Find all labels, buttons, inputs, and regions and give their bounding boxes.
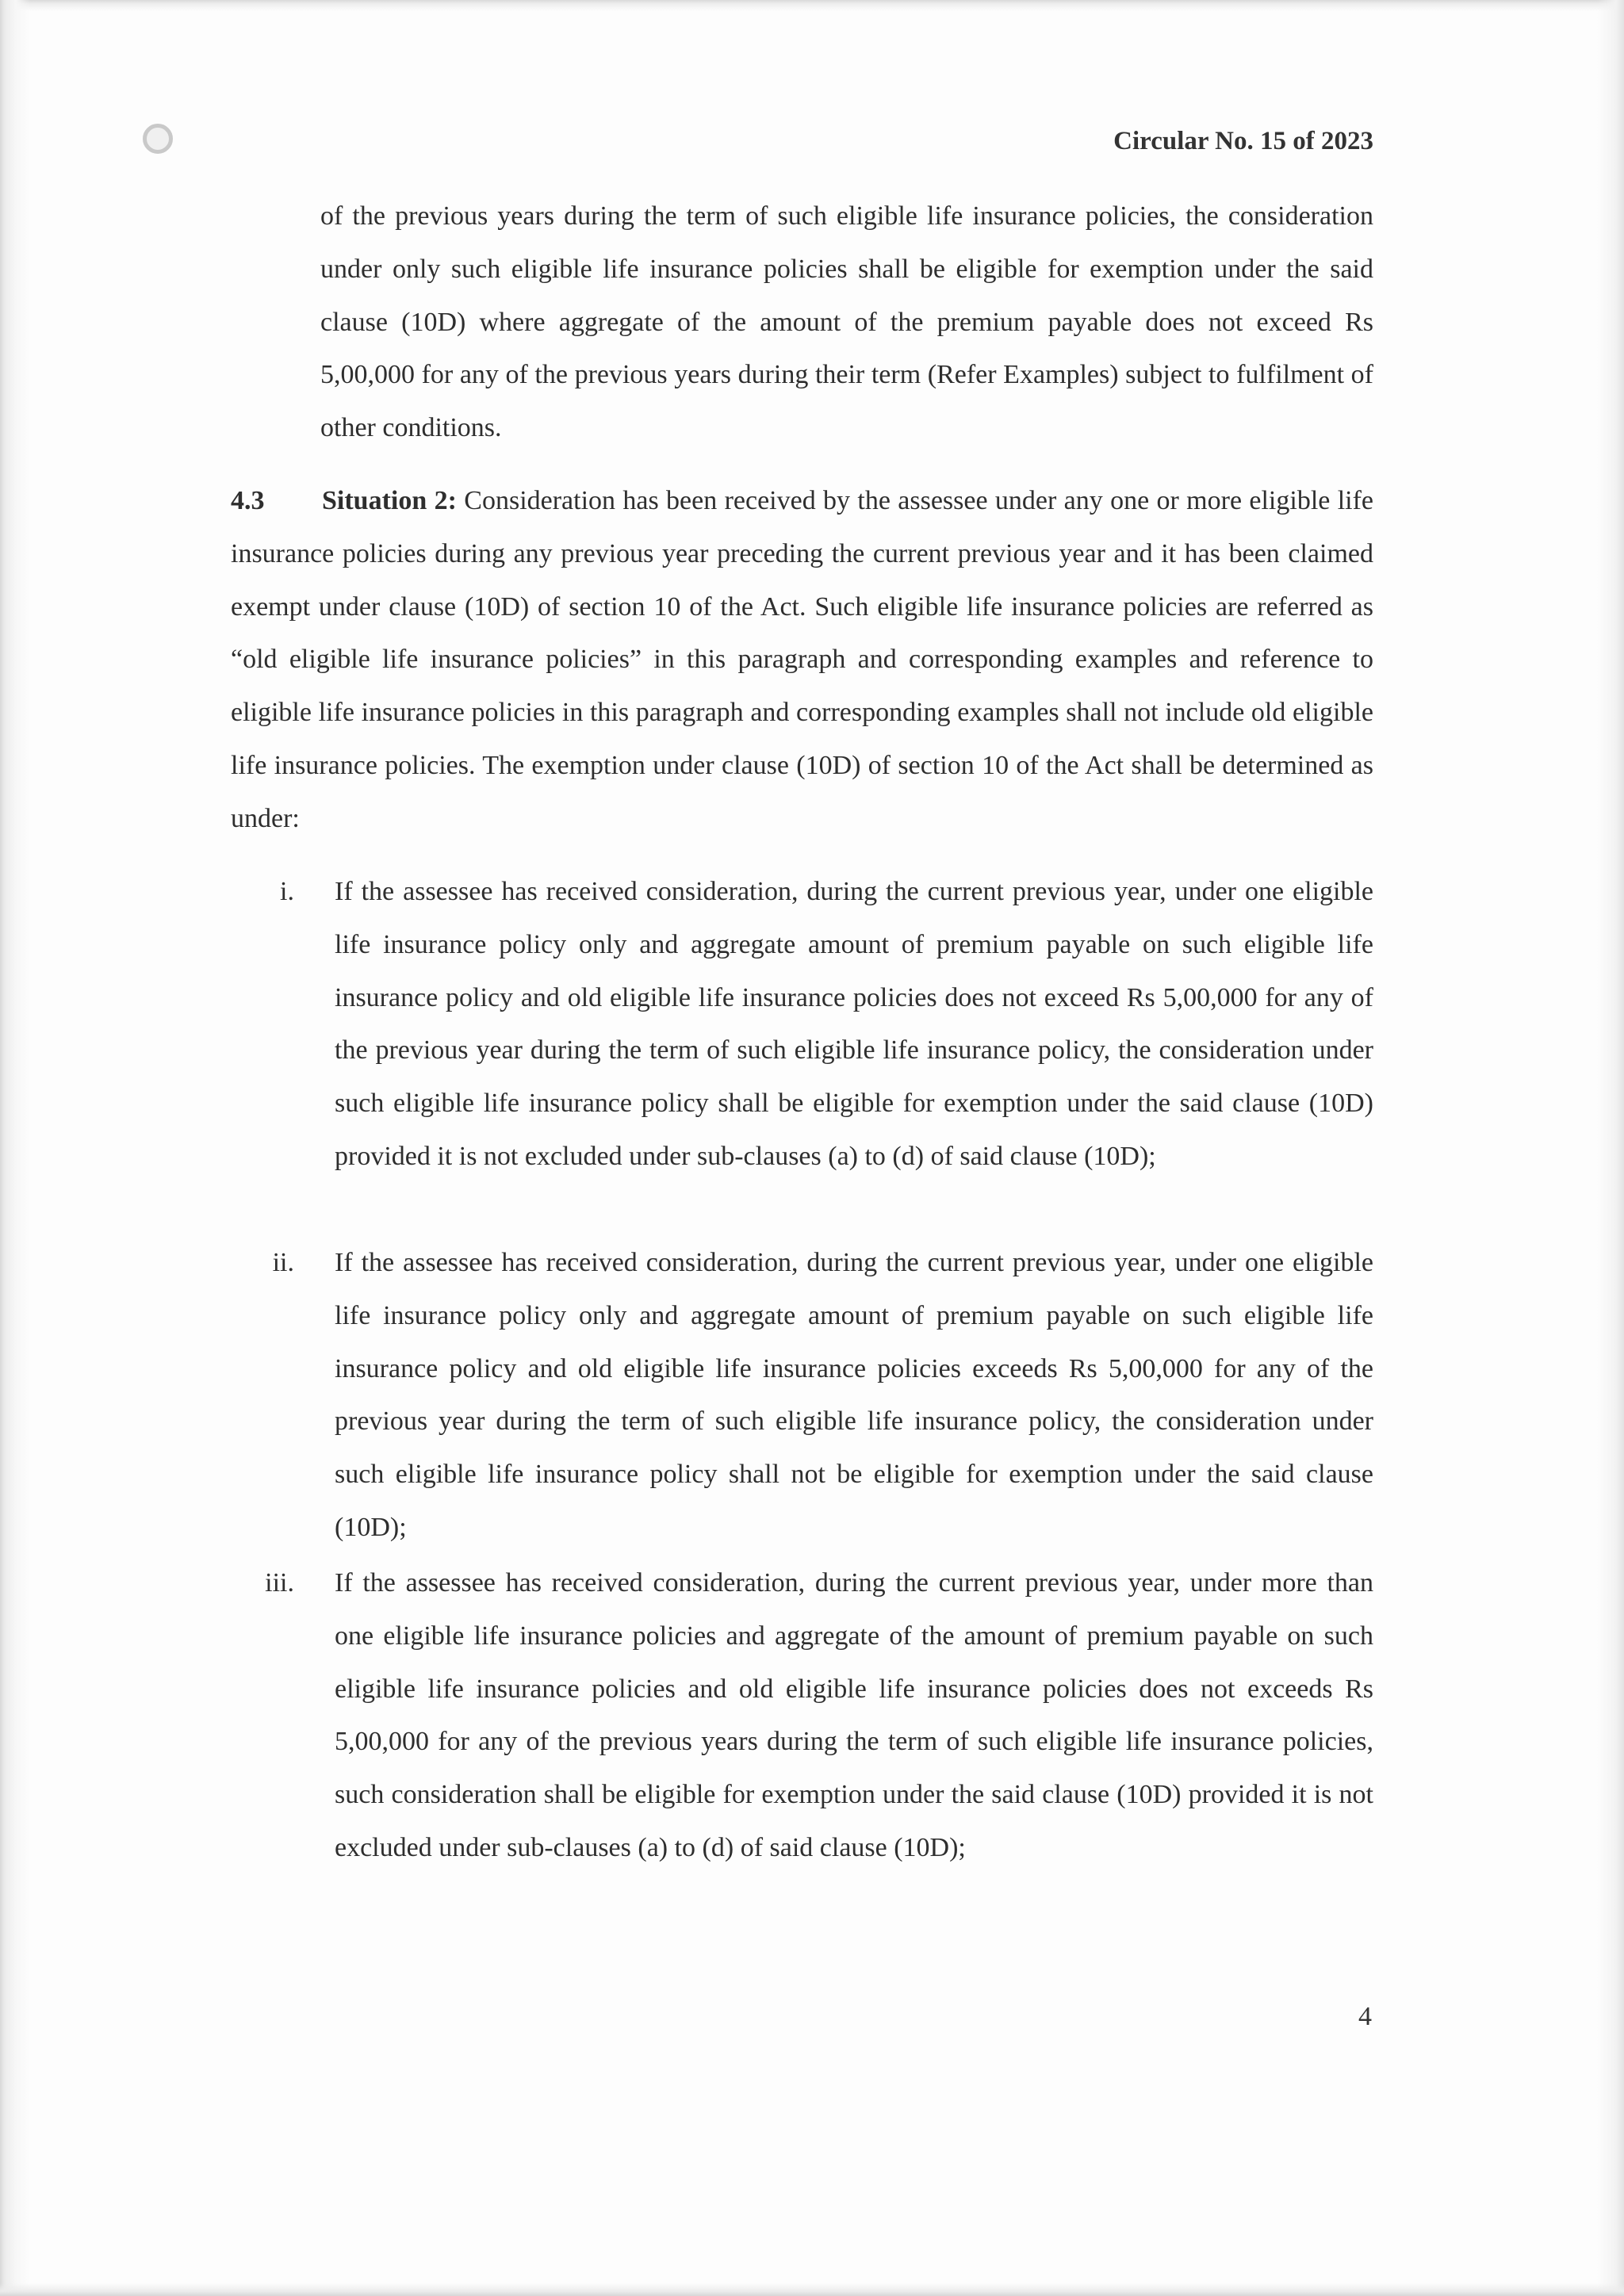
page-number: 4	[1358, 2002, 1372, 2031]
list-item-text: If the assessee has received consideration, during the current previous year, under one eligible life insurance policy only and aggregate amount of premium payable on such eligible life insurance policy and old eligible life insurance policies exceeds Rs 5,00,000 for any of the previous year during the term of such eligible life insurance policy, the consideration under such eligible life insurance policy shall not be eligible for exemption under the said clause (10D);	[335, 1248, 1373, 1542]
section-heading: Situation 2:	[322, 486, 457, 515]
section-number: 4.3	[231, 486, 265, 515]
circular-header: Circular No. 15 of 2023	[1113, 127, 1373, 155]
list-marker: ii.	[272, 1248, 294, 1277]
list-marker: iii.	[265, 1568, 294, 1598]
list-item-text: If the assessee has received consideration, during the current previous year, under more than one eligible life insurance policies and aggregate of the amount of premium payable on such eligible life insurance policies and old eligible life insurance policies does not exceeds Rs 5,00,000 for any of the previous years during the term of such eligible life insurance policies, such consideration shall be eligible for exemption under the said clause (10D) provided it is not excluded under sub-clauses (a) to (d) of said clause (10D);	[335, 1568, 1373, 1862]
scan-edge-left	[0, 0, 30, 2296]
list-item-text: If the assessee has received consideration, during the current previous year, under one eligible life insurance policy only and aggregate amount of premium payable on such eligible life insurance policy and old eligible life insurance policies does not exceed Rs 5,00,000 for any of the previous year during the term of such eligible life insurance policy, the consideration under such eligible life insurance policy shall be eligible for exemption under the said clause (10D) provided it is not excluded under sub-clauses (a) to (d) of said clause (10D);	[335, 877, 1373, 1171]
punch-hole-mark	[143, 124, 173, 154]
scan-edge-right	[1597, 0, 1624, 2296]
scan-edge-top	[0, 0, 1624, 11]
scan-edge-bottom	[0, 2283, 1624, 2296]
section-4-3-paragraph	[231, 475, 1373, 846]
section-body-text: Consideration has been received by the assessee under any one or more eligible life insurance policies during any previous year preceding the current previous year and it has been claimed exempt under clause (10D) of section 10 of the Act. Such eligible life insurance policies are referred as “old eligible life insurance policies” in this paragraph and corresponding examples and reference to eligible life insurance policies in this paragraph and corresponding examples shall not include old eligible life insurance policies. The exemption under clause (10D) of section 10 of the Act shall be determined as under:	[231, 486, 1373, 833]
list-marker: i.	[280, 877, 294, 906]
intro-paragraph: of the previous years during the term of such eligible life insurance policies, the consideration under only such eligible life insurance policies shall be eligible for exemption under the said clause (10D) where aggregate of the amount of the premium payable does not exceed Rs 5,00,000 for any of the previous years during their term (Refer Examples) subject to fulfilment of other conditions.	[320, 201, 1373, 443]
